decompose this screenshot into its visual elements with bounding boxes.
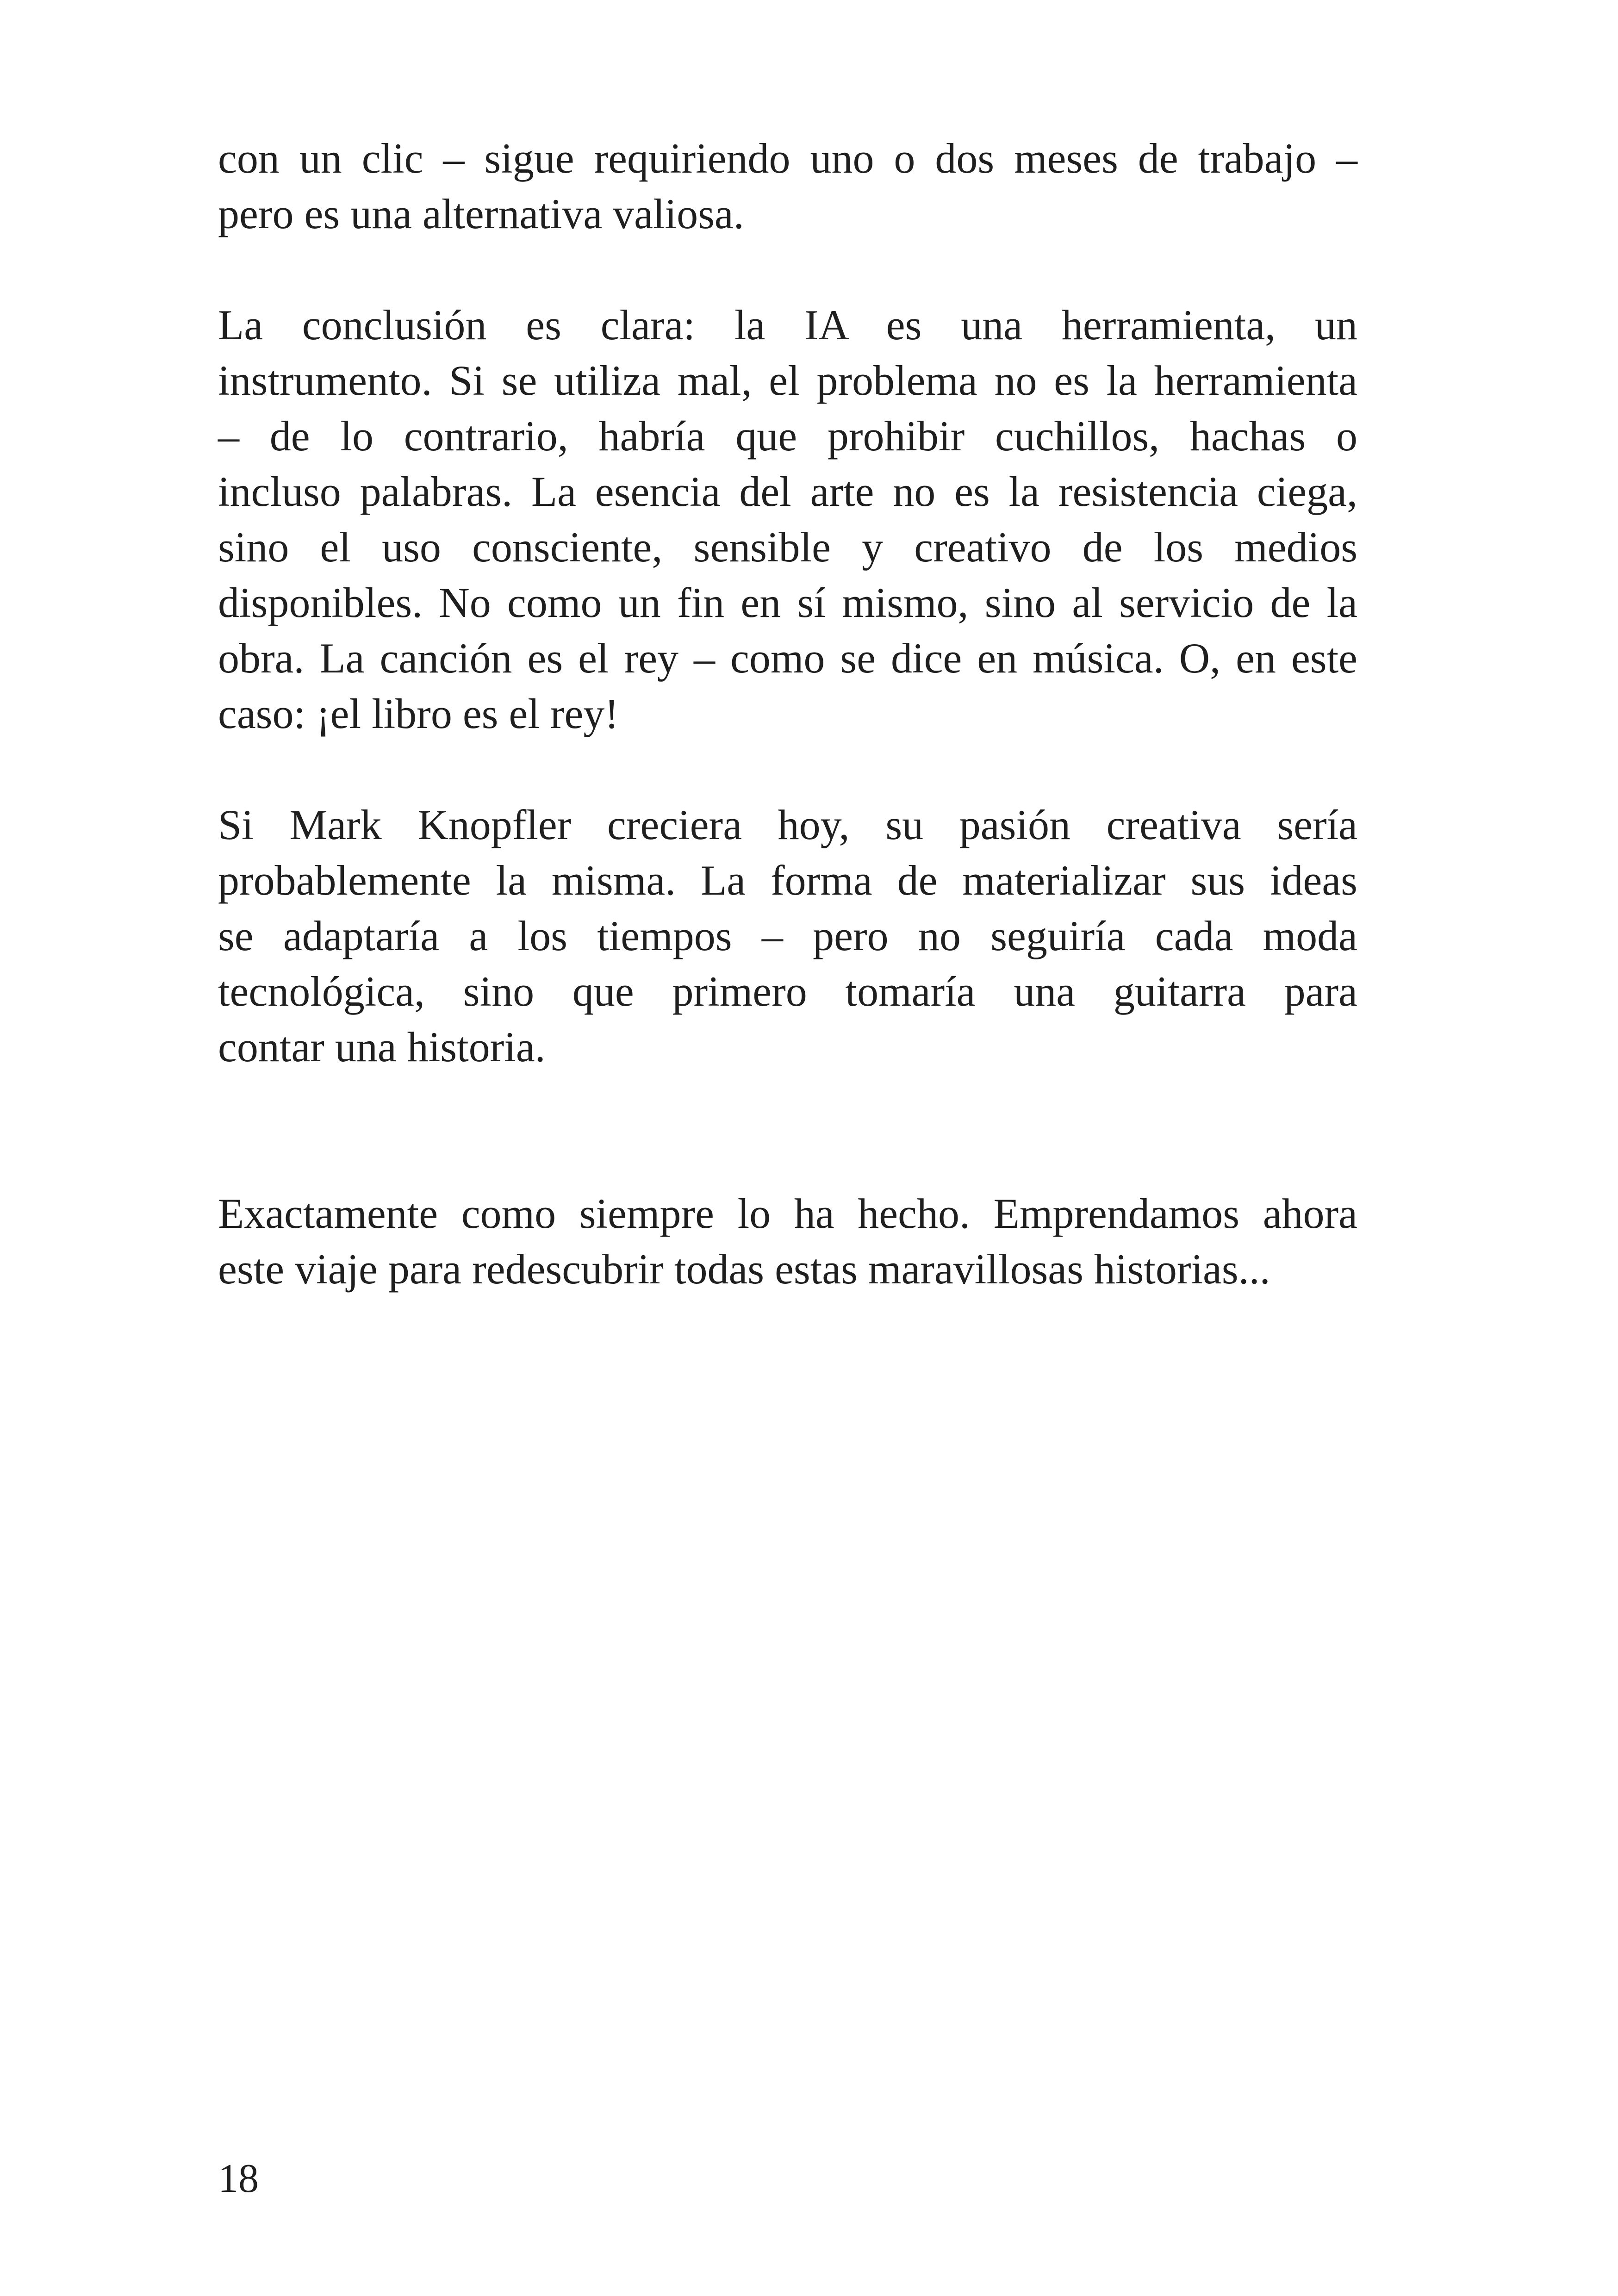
text-line: este viaje para redescubrir todas estas maravillosas historias... xyxy=(218,1245,1270,1293)
text-line: sino el uso consciente, sensible y creativo de los medios xyxy=(218,523,1357,571)
text-line: con un clic – sigue requiriendo uno o dos meses de trabajo – xyxy=(218,135,1357,182)
text-line: Si Mark Knopfler creciera hoy, su pasión creativa sería xyxy=(218,801,1357,848)
paragraph-1 xyxy=(218,131,1357,242)
text-line: contar una historia. xyxy=(218,1023,546,1070)
text-line: pero es una alternativa valiosa. xyxy=(218,190,744,237)
text-line: disponibles. No como un fin en sí mismo, sino al servicio de la xyxy=(218,579,1357,626)
text-line: La conclusión es clara: la IA es una herramienta, un xyxy=(218,301,1357,348)
paragraph-3 xyxy=(218,797,1357,1075)
text-line: Exactamente como siempre lo ha hecho. Emprendamos ahora xyxy=(218,1190,1357,1237)
text-line: instrumento. Si se utiliza mal, el problema no es la herramienta xyxy=(218,357,1357,404)
page-number: 18 xyxy=(218,2156,259,2201)
text-line: caso: ¡el libro es el rey! xyxy=(218,690,619,737)
text-line: – de lo contrario, habría que prohibir cuchillos, hachas o xyxy=(218,412,1357,460)
text-line: tecnológica, sino que primero tomaría una guitarra para xyxy=(218,968,1357,1015)
paragraph-2 xyxy=(218,297,1357,741)
paragraph-4 xyxy=(218,1186,1357,1297)
text-line: probablemente la misma. La forma de materializar sus ideas xyxy=(218,857,1357,904)
text-line: se adaptaría a los tiempos – pero no seguiría cada moda xyxy=(218,912,1357,959)
text-line: incluso palabras. La esencia del arte no es la resistencia ciega, xyxy=(218,468,1357,515)
text-line: obra. La canción es el rey – como se dice en música. O, en este xyxy=(218,635,1357,682)
